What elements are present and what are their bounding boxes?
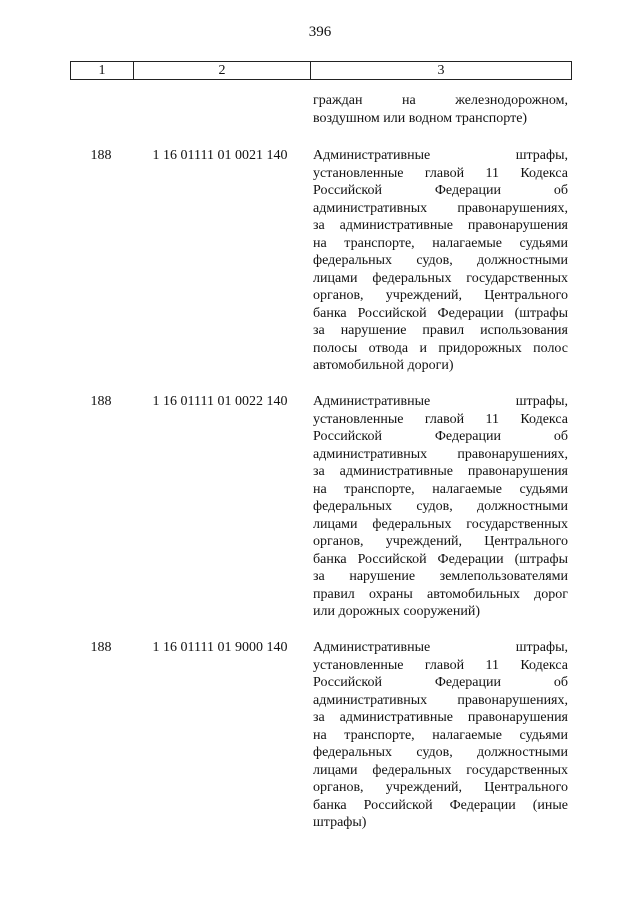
description-line: установленные главой 11 Кодекса <box>313 657 568 673</box>
admin-code: 188 <box>90 394 112 409</box>
description-line: граждан на железнодорожном, <box>313 93 568 108</box>
row-description <box>313 393 568 621</box>
description-line: установленные главой 11 Кодекса <box>313 411 568 427</box>
description-line: Российской Федерации об <box>313 429 568 444</box>
description-line: административных правонарушениях, <box>313 200 568 216</box>
description-line: банка Российской Федерации (иные <box>313 797 568 813</box>
description-line: федеральных судов, должностными <box>313 499 568 514</box>
column-header-2: 2 <box>134 62 311 80</box>
admin-code: 188 <box>90 640 112 655</box>
description-line: или дорожных сооружений) <box>313 604 481 619</box>
description-line: полосы отвода и придорожных полос <box>313 340 568 356</box>
column-header-table <box>70 61 572 80</box>
description-line: за нарушение землепользователями <box>313 569 568 584</box>
description-line: банка Российской Федерации (штрафы <box>313 551 568 567</box>
description-line: органов, учреждений, Центрального <box>313 780 568 795</box>
description-line: за административные правонарушения <box>313 218 568 233</box>
page-number: 396 <box>308 24 332 40</box>
description-line: органов, учреждений, Центрального <box>313 534 568 549</box>
column-header-3: 3 <box>311 62 572 80</box>
description-line: банка Российской Федерации (штрафы <box>313 305 568 321</box>
description-line: автомобильной дороги) <box>313 358 454 373</box>
description-line: Административные штрафы, <box>313 640 568 655</box>
description-line: административных правонарушениях, <box>313 446 568 462</box>
kbk-code: 1 16 01111 01 0021 140 <box>152 148 288 163</box>
description-line: органов, учреждений, Центрального <box>313 288 568 303</box>
description-line: административных правонарушениях, <box>313 692 568 708</box>
description-line: установленные главой 11 Кодекса <box>313 165 568 181</box>
description-line: на транспорте, налагаемые судьями <box>313 235 568 251</box>
description-line: за нарушение правил использования <box>313 323 568 338</box>
admin-code: 188 <box>90 148 112 163</box>
row-description <box>313 639 568 832</box>
description-line: штрафы) <box>313 815 367 830</box>
description-line: Российской Федерации об <box>313 675 568 690</box>
description-line: лицами федеральных государственных <box>313 516 568 532</box>
continued-description <box>313 92 568 127</box>
kbk-code: 1 16 01111 01 9000 140 <box>152 640 288 655</box>
description-line: лицами федеральных государственных <box>313 270 568 286</box>
description-line: Административные штрафы, <box>313 148 568 163</box>
description-line: за административные правонарушения <box>313 464 568 479</box>
column-header-1: 1 <box>71 62 134 80</box>
description-line: воздушном или водном транспорте) <box>313 110 528 126</box>
row-description <box>313 147 568 375</box>
description-line: федеральных судов, должностными <box>313 745 568 760</box>
description-line: Административные штрафы, <box>313 394 568 409</box>
description-line: на транспорте, налагаемые судьями <box>313 727 568 743</box>
kbk-code: 1 16 01111 01 0022 140 <box>152 394 288 409</box>
description-line: за административные правонарушения <box>313 710 568 725</box>
description-line: правил охраны автомобильных дорог <box>313 586 568 602</box>
description-line: на транспорте, налагаемые судьями <box>313 481 568 497</box>
description-line: лицами федеральных государственных <box>313 762 568 778</box>
description-line: федеральных судов, должностными <box>313 253 568 268</box>
description-line: Российской Федерации об <box>313 183 568 198</box>
